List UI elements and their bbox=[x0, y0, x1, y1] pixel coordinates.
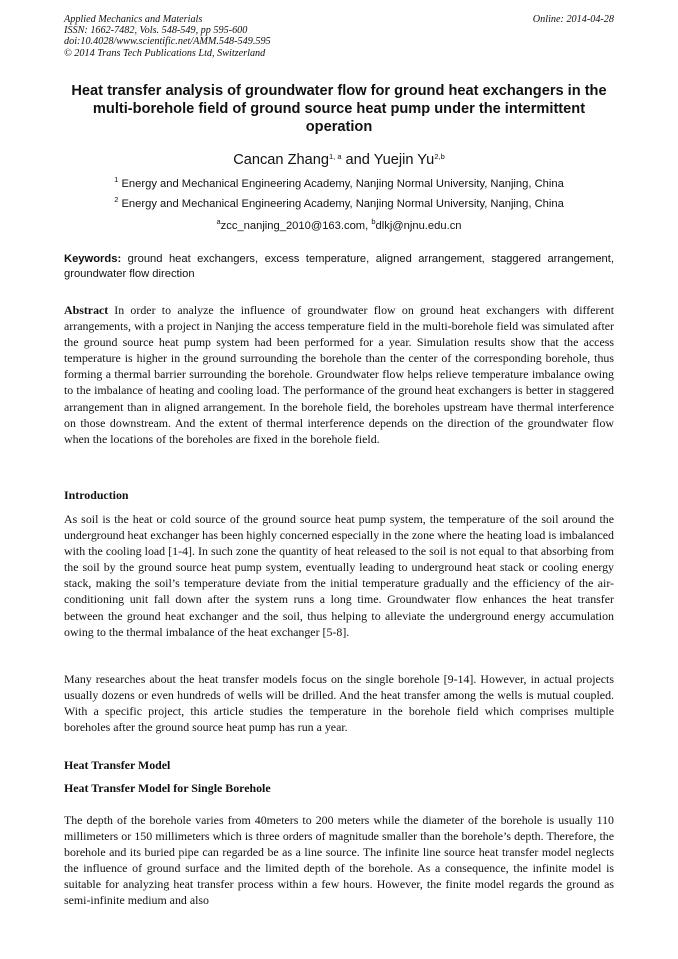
author-1: Cancan Zhang bbox=[233, 152, 329, 168]
email-a-sup: a bbox=[216, 217, 221, 226]
keywords bbox=[64, 252, 614, 281]
issn-line: ISSN: 1662-7482, Vols. 548-549, pp 595-600 bbox=[64, 25, 248, 37]
email-b-sup: b bbox=[371, 217, 376, 226]
email-separator: , bbox=[365, 220, 372, 232]
abstract-text: In order to analyze the influence of groundwater flow on ground heat exchangers with different arrangements, with a project in Nanjing the access temperature field in the multi-borehole field was simulated after the ground source heat pump system had been performed for a year. Simulation results show that the access temperature is higher in the ground surrounding the borehole than the center of the corresponding borehole, thus forming a thermal barrier surrounding the borehole. Groundwater flow helps relieve temperature imbalance owing to the imbalance of heating and cooling load. The performance of the ground heat exchangers is better in staggered arrangement than in aligned arrangement. In the borehole field, the boreholes upstream have thermal interference on those downstream. And the extent of thermal interference depends on the direction of the groundwater flow when the locations of the boreholes are fixed in the borehole field. bbox=[64, 303, 614, 446]
journal-header bbox=[64, 14, 614, 59]
abstract-label: Abstract bbox=[64, 303, 109, 317]
model-subheading: Heat Transfer Model for Single Borehole bbox=[64, 781, 271, 795]
keywords-label: Keywords: bbox=[64, 253, 122, 265]
author-2: Yuejin Yu bbox=[373, 152, 435, 168]
affiliation-2-text: Energy and Mechanical Engineering Academy, Nanjing Normal University, Nanjing, China bbox=[118, 198, 564, 210]
doi-line: doi:10.4028/www.scientific.net/AMM.548-549.595 bbox=[64, 36, 271, 48]
model-paragraph-1: The depth of the borehole varies from 40meters to 200 meters while the diameter of the borehole is usually 110 millimeters or 150 millimeters which is three orders of magnitude smaller than the borehole’s depth. Therefore, the borehole and its buried pipe can regarded be as a line source. The infinite line source heat transfer model neglects the influence of ground surface and the limited depth of the borehole. As a consequence, the infinite model is suitable for analyzing heat transfer process within a few hours. However, the finite model regards the ground as semi-infinite medium and also bbox=[64, 813, 614, 908]
author-emails bbox=[64, 219, 614, 233]
author-connector: and bbox=[341, 152, 374, 168]
journal-name: Applied Mechanics and Materials bbox=[64, 14, 203, 25]
affiliation-2-sup: 2 bbox=[114, 195, 119, 204]
model-heading: Heat Transfer Model bbox=[64, 758, 171, 772]
abstract bbox=[64, 302, 614, 447]
affiliation-2 bbox=[64, 197, 614, 211]
author-2-sup: 2,b bbox=[434, 152, 445, 161]
affiliation-1-text: Energy and Mechanical Engineering Academy, Nanjing Normal University, Nanjing, China bbox=[118, 178, 564, 190]
introduction-heading: Introduction bbox=[64, 488, 129, 502]
email-a: zcc_nanjing_2010@163.com bbox=[220, 220, 366, 232]
affiliation-1-sup: 1 bbox=[114, 175, 119, 184]
email-b: dlkj@njnu.edu.cn bbox=[375, 220, 462, 232]
affiliation-1 bbox=[64, 177, 614, 191]
keywords-text: ground heat exchangers, excess temperature, aligned arrangement, staggered arrangement, groundwater flow direction bbox=[64, 253, 614, 280]
online-date: Online: 2014-04-28 bbox=[532, 14, 614, 25]
paper-title: Heat transfer analysis of groundwater flow for ground heat exchangers in the multi-borehole field of ground source heat pump under the intermittent operation bbox=[71, 83, 607, 135]
copyright-line: © 2014 Trans Tech Publications Ltd, Switzerland bbox=[64, 47, 266, 59]
author-line bbox=[64, 151, 614, 169]
author-1-sup: 1, a bbox=[328, 152, 342, 161]
introduction-paragraph-1: As soil is the heat or cold source of the ground source heat pump system, the temperature of the soil around the underground heat exchanger has been highly concerned especially in the zone where the heating load is imbalanced with the cooling load [1-4]. In such zone the quantity of heat released to the soil is not equal to that absorbing from the soil by the ground source heat pump system, eventually leading to underground heat stack or cooling energy stack, making the soil’s temperature deviate from the initial temperature gradually and the efficiency of the air-conditioning unit fall down after the system runs a long time. Groundwater flow enhances the heat transfer between the ground heat exchanger and the soil, thus helping to alleviate the underground energy accumulation owing to the thermal imbalance of the heat exchanger [5-8]. bbox=[64, 512, 614, 639]
introduction-paragraph-2: Many researches about the heat transfer models focus on the single borehole [9-14]. However, in actual projects usually dozens or even hundreds of wells will be drilled. And the heat transfer among the wells is mutual coupled. With a specific project, this article studies the temperature in the borehole field which comprises multiple boreholes after the ground source heat pump has run a year. bbox=[64, 672, 614, 735]
